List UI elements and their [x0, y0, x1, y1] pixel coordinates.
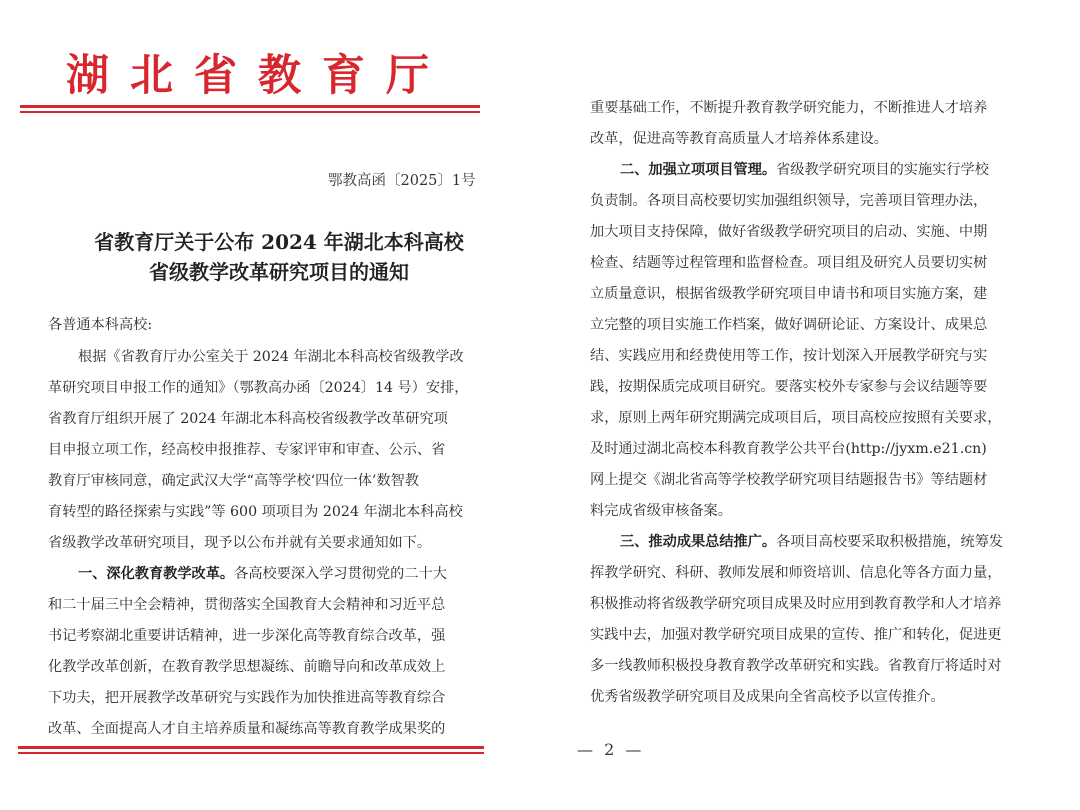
body-line: 实践中去，加强对教学研究项目成果的宣传、推广和转化，促进更: [590, 627, 1002, 643]
footer-rule-thin: [18, 752, 484, 754]
section-2-text: 省级教学研究项目的实施实行学校: [776, 162, 989, 178]
body-line: 下功夫，把开展教学改革研究与实践作为加快推进高等教育综合: [48, 690, 446, 706]
masthead-title: 湖北省教育厅: [66, 51, 450, 101]
body-line: 立质量意识，根据省级教学研究项目申请书和项目实施方案，建: [590, 286, 988, 302]
body-line: [620, 532, 1003, 552]
section-heading-3: 三、推动成果总结推广。: [620, 534, 777, 550]
body-line: 根据《省教育厅办公室关于 2024 年湖北本科高校省级教学改: [78, 349, 464, 365]
body-line: 和二十届三中全会精神，贯彻落实全国教育大会精神和习近平总: [48, 597, 446, 613]
body-line: 料完成省级审核备案。: [590, 503, 732, 519]
body-line: 省级教学改革研究项目，现予以公布并就有关要求通知如下。: [48, 535, 432, 551]
body-line: 负责制。各项目高校要切实加强组织领导，完善项目管理办法，: [590, 193, 988, 209]
body-line: 结、实践应用和经费使用等工作，按计划深入开展教学研究与实: [590, 348, 988, 364]
body-line: 重要基础工作，不断提升教育教学研究能力，不断推进人才培养: [590, 100, 988, 116]
body-line: 书记考察湖北重要讲话精神，进一步深化高等教育综合改革，强: [48, 628, 446, 644]
document-number: 鄂教高函〔2025〕1号: [328, 173, 476, 189]
page-number: — 2 —: [577, 740, 645, 759]
body-line: [78, 564, 447, 584]
body-line: 多一线教师积极投身教育教学改革研究和实践。省教育厅将适时对: [590, 658, 1002, 674]
body-line: 检查、结题等过程管理和监督检查。项目组及研究人员要切实树: [590, 255, 988, 271]
body-line: 改革，促进高等教育高质量人才培养体系建设。: [590, 131, 888, 147]
section-heading-2: 二、加强立项项目管理。: [620, 162, 777, 178]
section-3-text: 各项目高校要采取积极措施，统筹发: [776, 534, 1004, 550]
body-line: 加大项目支持保障，做好省级教学研究项目的启动、实施、中期: [590, 224, 988, 240]
body-line: 立完整的项目实施工作档案，做好调研论证、方案设计、成果总: [590, 317, 988, 333]
masthead-rule-thin: [20, 111, 480, 113]
body-line: 省教育厅组织开展了 2024 年湖北本科高校省级教学改革研究项: [48, 411, 448, 427]
body-line: 及时通过湖北高校本科教育教学公共平台(http://jyxm.e21.cn): [590, 441, 987, 457]
section-heading-1: 一、深化教育教学改革。: [78, 566, 235, 582]
body-line: 网上提交《湖北省高等学校教学研究项目结题报告书》等结题材: [590, 472, 988, 488]
section-1-text: 各高校要深入学习贯彻党的二十大: [234, 566, 447, 582]
masthead-rule-thick: [20, 105, 480, 108]
body-line: [620, 160, 989, 180]
document-title-line-1: 省教育厅关于公布 2024 年湖北本科高校: [94, 230, 464, 254]
body-line: 改革、全面提高人才自主培养质量和凝练高等教育教学成果奖的: [48, 721, 446, 737]
body-line: 优秀省级教学研究项目及成果向全省高校予以宣传推介。: [590, 689, 945, 705]
body-line: 教育厅审核同意，确定武汉大学“高等学校‘四位一体’数智教: [48, 473, 419, 489]
footer-rule-thick: [18, 746, 484, 749]
body-line: 革研究项目申报工作的通知》（鄂教高办函〔2024〕14 号）安排，: [48, 380, 469, 396]
body-line: 积极推动将省级教学研究项目成果及时应用到教育教学和人才培养: [590, 596, 1002, 612]
body-line: 践，按期保质完成项目研究。要落实校外专家参与会议结题等要: [590, 379, 988, 395]
body-line: 求，原则上两年研究期满完成项目后，项目高校应按照有关要求，: [590, 410, 1002, 426]
body-line: 目申报立项工作，经高校申报推荐、专家评审和审查、公示、省: [48, 442, 446, 458]
body-line: 挥教学研究、科研、教师发展和师资培训、信息化等各方面力量，: [590, 565, 1002, 581]
document-title-line-2: 省级教学改革研究项目的通知: [149, 260, 409, 284]
body-line: 化教学改革创新，在教育教学思想凝练、前瞻导向和改革成效上: [48, 659, 446, 675]
salutation: 各普通本科高校:: [48, 317, 153, 333]
body-line: 育转型的路径探索与实践”等 600 项项目为 2024 年湖北本科高校: [48, 504, 463, 520]
